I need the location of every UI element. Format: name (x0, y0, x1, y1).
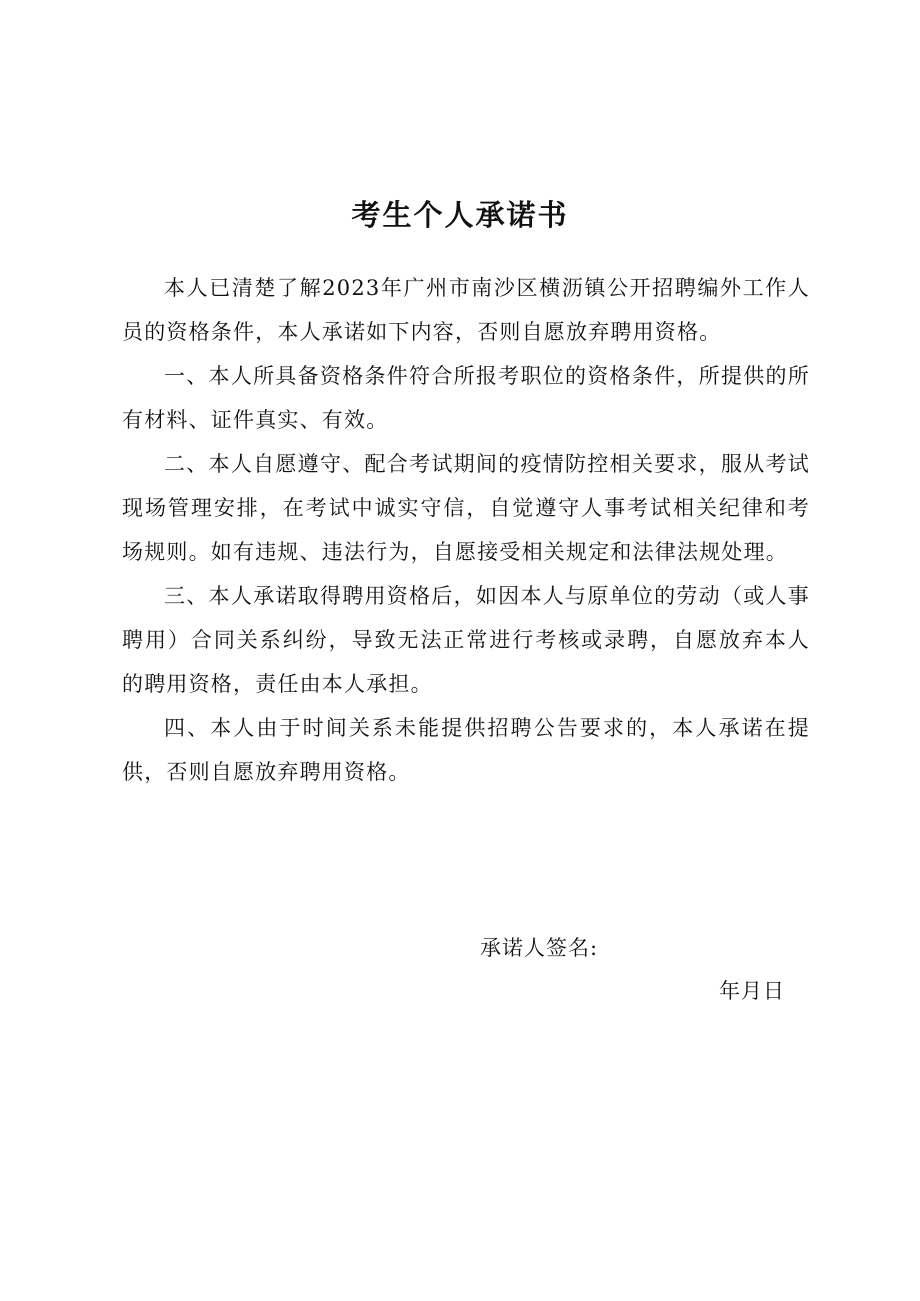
paragraph-item-3: 三、本人承诺取得聘用资格后，如因本人与原单位的劳动（或人事聘用）合同关系纠纷，导致无法正常进行考核或录聘，自愿放弃本人的聘用资格，责任由本人承担。 (122, 584, 810, 696)
paragraph-intro: 本人已清楚了解2023年广州市南沙区横沥镇公开招聘编外工作人员的资格条件，本人承诺如下内容，否则自愿放弃聘用资格。 (122, 276, 810, 344)
document-body (122, 266, 810, 794)
signature-label: 承诺人签名: (480, 936, 599, 960)
date-label: 年月日 (719, 979, 785, 1003)
document-title: 考生个人承诺书 (351, 198, 569, 232)
paragraph-item-2: 二、本人自愿遵守、配合考试期间的疫情防控相关要求，服从考试现场管理安排，在考试中诚实守信，自觉遵守人事考试相关纪律和考场规则。如有违规、违法行为，自愿接受相关规定和法律法规处理。 (122, 452, 810, 564)
paragraph-item-1: 一、本人所具备资格条件符合所报考职位的资格条件，所提供的所有材料、证件真实、有效。 (122, 364, 810, 432)
paragraph-item-4: 四、本人由于时间关系未能提供招聘公告要求的，本人承诺在提供，否则自愿放弃聘用资格。 (122, 716, 810, 784)
